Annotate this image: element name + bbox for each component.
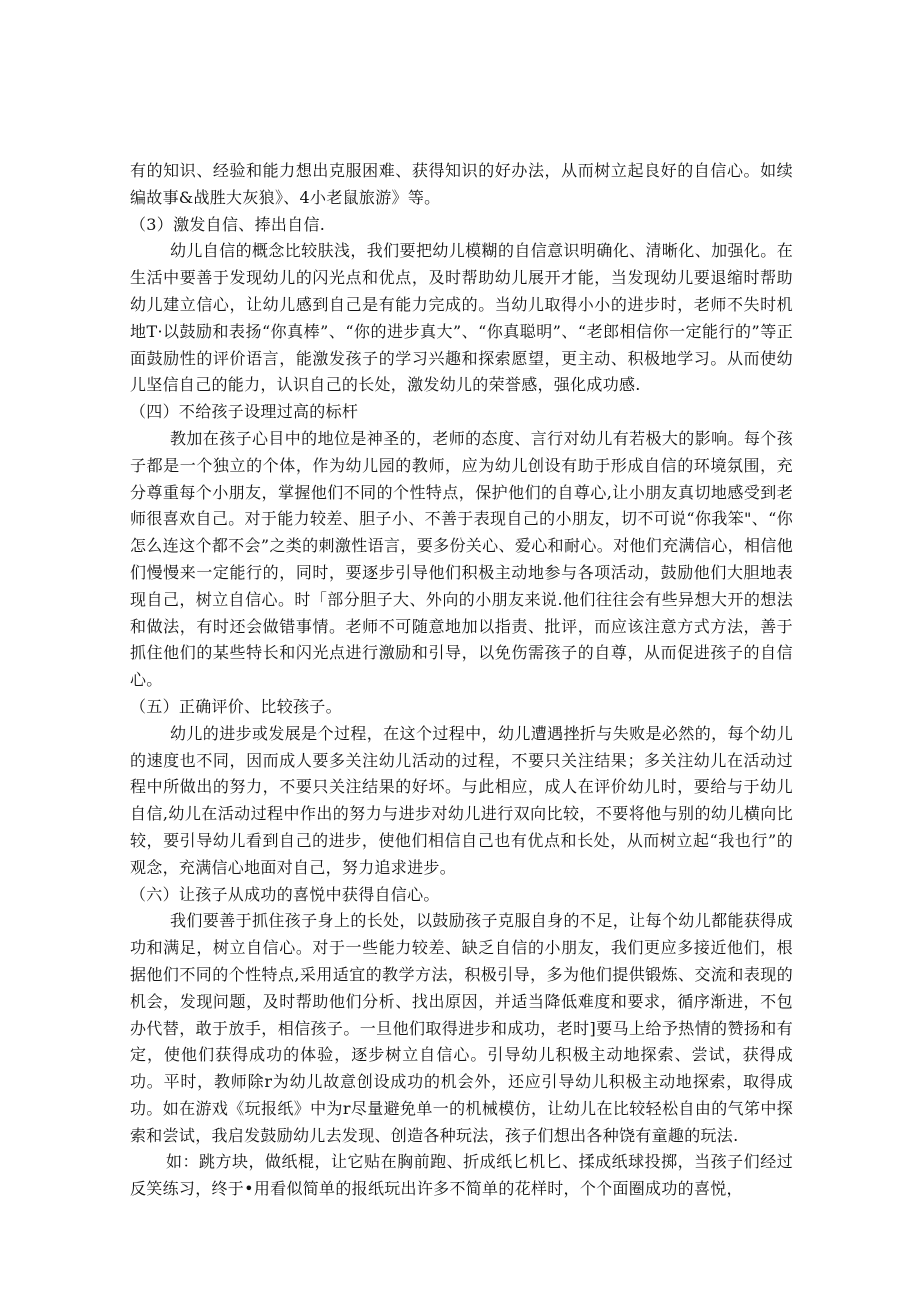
paragraph-body: 幼儿的进步或发展是个过程，在这个过程中，幼儿遭遇挫折与失败是必然的，每个幼儿的速度也不同，因而成人要多关注幼儿活动的过程，不要只关注结果；多关注幼儿在活动过程中所做出的努力，不要只关注结果的好坏。与此相应，成人在评价幼儿时，要给与于幼儿自信,幼儿在活动过程中作出的努力与进步对幼儿进行双向比较，不要将他与别的幼儿横向比较，要引导幼儿看到自己的进步，使他们相信自己也有优点和长处，从而树立起“我也行”的观念，充满信心地面对自己，努力追求进步。 (130, 723, 793, 877)
section-heading-3: （3）激发自信、捧出自信. (130, 214, 326, 234)
section-heading-6: （六）让孩子从成功的喜悦中获得自信心。 (130, 884, 440, 904)
document-body (130, 158, 793, 1203)
paragraph-body: 幼儿自信的概念比较肤浅，我们要把幼儿模糊的自信意识明确化、清晰化、加强化。在生活中要善于发现幼儿的闪光点和优点，及时帮助幼儿展开才能，当发现幼儿要退缩时帮助幼儿建立信心，让幼儿感到自己是有能力完成的。当幼儿取得小小的进步时，老师不失时机地T·以鼓励和表扬“你真棒”、“你的进步真大”、“你真聪明”、“老郎相信你一定能行的”等正面鼓励性的评价语言，能激发孩子的学习兴趣和探索愿望，更主动、积极地学习。从而使幼儿坚信自己的能力，认识自己的长处，激发幼儿的荣誉感，强化成功感. (130, 241, 793, 395)
paragraph-continuation: 有的知识、经验和能力想出克服困难、获得知识的好办法，从而树立起良好的自信心。如续编故事&战胜大灰狼》、4小老鼠旅游》等。 (130, 161, 793, 207)
paragraph-example: 如：跳方块，做纸棍，让它贴在胸前跑、折成纸匕机匕、揉成纸球投掷，当孩子们经过反笑练习，终于•用看似简单的报纸玩出许多不简单的花样时，个个面圈成功的喜悦， (130, 1152, 793, 1199)
paragraph-body: 我们要善于抓住孩子身上的长处，以鼓励孩子克服自身的不足，让每个幼儿都能获得成功和满足，树立自信心。对于一些能力较差、缺乏自信的小朋友，我们更应多接近他们，根据他们不同的个性特点,采用适宜的教学方法，积极引导，多为他们提供锻炼、交流和表现的机会，发现问题，及时帮助他们分析、找出原因，并适当降低难度和要求，循序渐进，不包办代替，敢于放手，相信孩子。一旦他们取得进步和成功，老时]要马上给予热情的赞扬和有定，使他们获得成功的体验，逐步树立自信心。引导幼儿积极主动地探索、尝试，获得成功。平时，教师除r为幼儿故意创设成功的机会外，还应引导幼儿积极主动地探索，取得成功。如在游戏《玩报纸》中为r尽量避免单一的机械模仿，让幼儿在比较轻松自由的气笫中探索和尝试，我启发鼓励幼儿去发现、创造各种玩法，孩子们想出各种饶有童趣的玩法. (130, 911, 793, 1145)
section-heading-5: （五）正确评价、比较孩子。 (130, 696, 342, 716)
paragraph-body: 教加在孩子心目中的地位是神圣的，老师的态度、言行对幼儿有若极大的影响。每个孩子都是一个独立的个体，作为幼儿园的教师，应为幼儿创设有助于形成自信的环境氛围，充分尊重每个小朋友，掌握他们不同的个性特点，保护他们的自尊心,让小朋友真切地感受到老师很喜欢自己。对于能力较差、胆子小、不善于表现自己的小朋友，切不可说“你我笨"、“你怎么连这个都不会”之类的刺激性语言，要多份关心、爱心和耐心。对他们充满信心，相信他们慢慢来一定能行的，同时，要逐步引导他们积极主动地参与各项活动，鼓励他们大胆地表现自己，树立自信心。时「部分胆子大、外向的小朋友来说.他们往往会有些异想大开的想法和做法，有时还会做错事情。老师不可随意地加以指责、批评，而应该注意方式方法，善于抓住他们的某些特长和闪光点进行激励和引导，以免伤需孩子的自尊，从而促进孩子的自信心。 (130, 428, 793, 690)
section-heading-4: （四）不给孩子设理过高的标杆 (130, 402, 359, 422)
